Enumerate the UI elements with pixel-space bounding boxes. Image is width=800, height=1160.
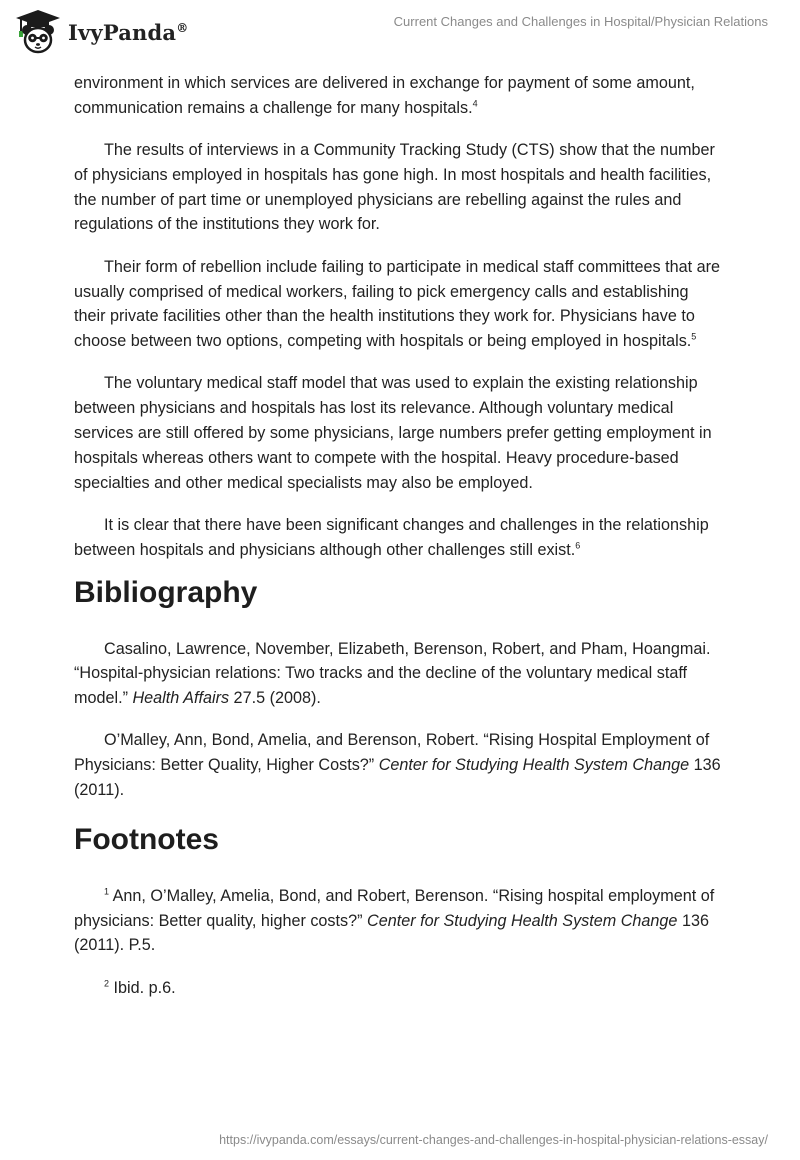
footnote-number: 1 (104, 886, 110, 897)
paragraph-5: It is clear that there have been significant changes and challenges in the relationship between hospitals and physicians although other challenges still exist.$^6$ (74, 515, 709, 559)
footnote-ref-6[interactable]: 6 (575, 540, 581, 551)
bibliography-heading: Bibliography (74, 575, 258, 609)
footnotes-heading: Footnotes (74, 822, 219, 856)
panda-graduate-icon (14, 8, 62, 56)
paragraph-1: environment in which services are delivered in exchange for payment of some amount, communication remains a challenge for many hospitals.$^4$ (74, 74, 695, 117)
paragraph-3: Their form of rebellion include failing to participate in medical staff committees that are usually comprised of medical workers, failing to pick emergency calls and establishing their private facilities other than the health institutions they work for. Physicians have to choose between two options, competing with hospitals or being employed in hospitals.$^5$ (74, 257, 721, 351)
footnote-ref-4[interactable]: 4 (472, 98, 478, 109)
logo-wordmark: IvyPanda® (68, 19, 189, 45)
bibliography-entry: O’Malley, Ann, Bond, Amelia, and Berenson, Robert. “Rising Hospital Employment of Physicians: Better Quality, Higher Costs?” Center for Studying Health System Change 136 (2011). (74, 731, 721, 800)
bibliography-entry: Casalino, Lawrence, November, Elizabeth, Berenson, Robert, and Pham, Hoangmai. “Hospital-physician relations: Two tracks and the decline of the voluntary medical staff model.” Health Affairs 27.5 (2008). (74, 639, 711, 708)
footnote-item: $^2$ Ibid. p.6. (104, 978, 176, 997)
essay-content (74, 71, 724, 1018)
registered-mark: ® (176, 20, 189, 35)
footnote-number: 2 (104, 978, 110, 989)
footnote-ref-5[interactable]: 5 (691, 331, 697, 342)
paragraph-4: The voluntary medical staff model that was used to explain the existing relationship between physicians and hospitals has lost its relevance. Although voluntary medical services are still offered by some physicians, large numbers prefer getting employment in hospitals whereas others want to compete with the hospital. Heavy procedure-based specialties and other medical specialists may also be employed. (74, 374, 712, 492)
paragraph-2: The results of interviews in a Community Tracking Study (CTS) show that the number of physicians employed in hospitals has gone high. In most hospitals and health facilities, the number of part time or unemployed physicians are rebelling against the rules and regulations of the institutions they work for. (74, 141, 715, 234)
footnote-item: $^1$ Ann, O’Malley, Amelia, Bond, and Robert, Berenson. “Rising hospital employment of physicians: Better quality, higher costs?” Center for Studying Health System Change 136 (2011). P.5. (74, 886, 715, 955)
page-url[interactable]: https://ivypanda.com/essays/current-changes-and-challenges-in-hospital-physician-relations-essay/ (219, 1133, 768, 1147)
document-title: Current Changes and Challenges in Hospital/Physician Relations (393, 14, 768, 29)
page-header (0, 0, 800, 60)
ivypanda-logo[interactable] (14, 8, 188, 56)
